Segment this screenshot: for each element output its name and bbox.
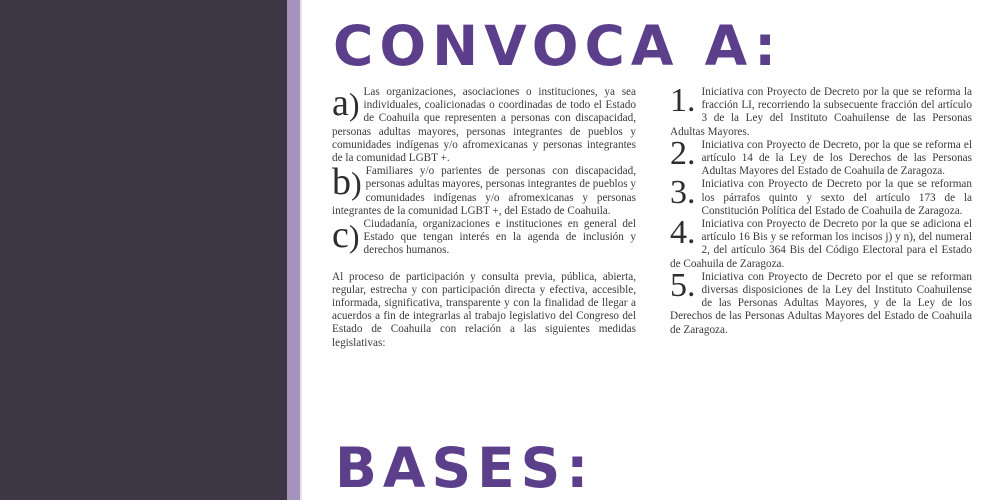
measure-item-5 (670, 266, 972, 337)
section-title-bases: BASES: (335, 436, 595, 500)
lavender-accent-stripe (287, 0, 300, 500)
page-title: CONVOCA A: (333, 14, 783, 78)
item-text: Iniciativa con Proyecto de Decreto por el que se reforman diversas disposiciones de la Ley del Instituto Coahuilense de las Personas Adultas Mayores, y de la Ley de los Derechos de las Personas Adultas Mayores del Estado de Coahuila de Zaragoza. (670, 270, 972, 336)
item-number: 4. (670, 214, 696, 252)
left-column (332, 82, 636, 361)
measure-item-3 (670, 174, 972, 218)
item-text: Ciudadanía, organizaciones e instituciones en general del Estado que tengan interés en la agenda de inclusión y derechos humanos. (363, 218, 636, 257)
item-text: Las organizaciones, asociaciones o instituciones, ya sea individuales, coalicionadas o coordinadas de todo el Estado de Coahuila que representen a personas con discapacidad, personas adultas mayores, personas integrantes de pueblos y comunidades indígenas y/o afromexicanas y personas integrantes de la comunidad LGBT +. (332, 86, 636, 165)
item-number: 1. (670, 82, 696, 119)
list-item-b (332, 161, 636, 218)
measure-item-2 (670, 134, 972, 179)
measure-item-1 (670, 82, 972, 139)
dark-sidebar-panel (0, 0, 287, 500)
item-text: Iniciativa con Proyecto de Decreto por la que se reforma la fracción LI, recorriendo la subsecuente fracción del artículo 3 de la Ley del Instituto Coahuilense de las Personas Adultas Mayores. (670, 86, 972, 138)
list-item-a (332, 82, 636, 165)
item-number: 3. (670, 174, 696, 212)
item-number: 2. (670, 134, 696, 172)
item-number: 5. (670, 266, 696, 304)
item-text: Iniciativa con Proyecto de Decreto, por la que se reforma el artículo 14 de la Ley de los Derechos de las Personas Adultas Mayores del Estado de Coahuila de Zaragoza. (701, 138, 972, 178)
item-marker: a) (332, 82, 360, 124)
item-marker: c) (332, 214, 360, 257)
measure-item-4 (670, 214, 972, 271)
list-item-c (332, 214, 636, 258)
item-text: Iniciativa con Proyecto de Decreto por la que se adiciona el artículo 16 Bis y se reforman los incisos j) y n), del numeral 2, del artículo 364 Bis del Código Electoral para el Estado de Coahuila de Zaragoza. (670, 218, 972, 270)
item-text: Familiares y/o parientes de personas con discapacidad, personas adultas mayores, personas integrantes de pueblos y comunidades indígenas y/o afromexicanas y personas integrantes de la comunidad LGBT +, del Estado de Coahuila. (332, 165, 636, 217)
intro-paragraph: Al proceso de participación y consulta previa, pública, abierta, regular, estrecha y con participación directa y efectiva, accesible, informada, significativa, transparente y con la finalidad de llegar a acuerdos a fin de integrarlas al trabajo legislativo del Congreso del Estado de Coahuila con relación a las siguientes medidas legislativas: (332, 270, 636, 349)
item-marker: b) (332, 161, 362, 204)
right-column (670, 82, 972, 337)
item-text: Iniciativa con Proyecto de Decreto por la que se reforman los párrafos quinto y sexto del artículo 173 de la Constitución Política del Estado de Coahuila de Zaragoza. (701, 178, 972, 217)
stripe-edge (300, 0, 302, 500)
